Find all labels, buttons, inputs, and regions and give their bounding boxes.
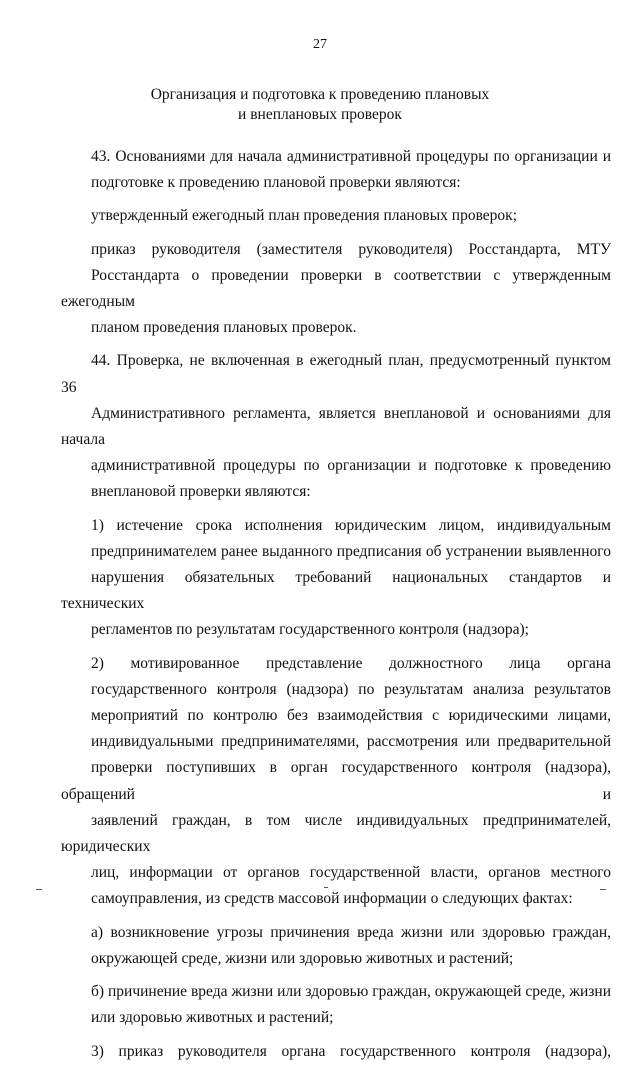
paragraph	[61, 651, 611, 913]
scan-artifact	[36, 889, 42, 890]
paragraph-line: государственного контроля (надзора) по результатам анализа результатов	[91, 680, 611, 698]
paragraph-line: предпринимателем ранее выданного предписания об устранении выявленного	[91, 542, 611, 560]
section-title	[60, 85, 580, 125]
paragraph-line: 3) приказ руководителя органа государственного контроля (надзора),	[91, 1042, 611, 1060]
scan-artifact	[600, 889, 606, 890]
paragraph-line: внеплановой проверки являются:	[91, 483, 311, 501]
paragraph-line: а) возникновение угрозы причинения вреда жизни или здоровью граждан,	[91, 923, 611, 941]
paragraph-line: проверки поступивших в орган государственного контроля (надзора), обращений и	[61, 759, 611, 803]
paragraph	[61, 979, 611, 1031]
section-title-line-2: и внеплановых проверок	[238, 106, 402, 123]
paragraph-line: приказ руководителя (заместителя руководителя) Росстандарта, МТУ	[91, 240, 611, 258]
paragraph-line: подготовке к проведению плановой проверки являются:	[91, 174, 461, 192]
paragraph-line: или здоровью животных и растений;	[91, 1009, 334, 1027]
paragraph-line: 44. Проверка, не включенная в ежегодный план, предусмотренный пунктом 36	[61, 352, 611, 396]
paragraph-gap	[61, 230, 611, 237]
paragraph-line: индивидуальными предпринимателями, рассмотрения или предварительной	[91, 733, 611, 751]
paragraph-line: мероприятий по контролю без взаимодействия с юридическими лицами,	[91, 707, 611, 725]
section-title-line-1: Организация и подготовка к проведению плановых	[150, 86, 490, 103]
paragraph	[61, 144, 611, 196]
paragraph-line: утвержденный ежегодный план проведения плановых проверок;	[91, 207, 518, 225]
paragraph-line: лиц, информации от органов государственной власти, органов местного	[91, 864, 611, 882]
paragraph-gap	[61, 341, 611, 348]
paragraph-line: регламентов по результатам государственного контроля (надзора);	[91, 621, 529, 639]
paragraph-line: окружающей среде, жизни или здоровью животных и растений;	[91, 949, 514, 967]
paragraph-line: самоуправления, из средств массовой информации о следующих фактах:	[91, 890, 573, 908]
paragraph-gap	[61, 196, 611, 203]
paragraph-line: 43. Основаниями для начала административной процедуры по организации и	[91, 148, 611, 165]
paragraph-line: планом проведения плановых проверок.	[91, 319, 357, 337]
paragraph-line: Росстандарта о проведении проверки в соответствии с утвержденным ежегодным	[61, 266, 611, 311]
paragraph	[61, 1039, 611, 1065]
paragraph-line: административной процедуры по организации и подготовке к проведению	[91, 457, 611, 475]
paragraph-gap	[61, 913, 611, 920]
paragraph-line: 2) мотивированное представление должностного лица органа	[91, 654, 611, 672]
paragraph-line: нарушения обязательных требований национальных стандартов и технических	[61, 569, 611, 613]
paragraph	[61, 920, 611, 972]
page-number: 27	[313, 37, 327, 52]
paragraph-gap	[61, 644, 611, 651]
paragraph	[61, 513, 611, 644]
scan-artifact	[324, 887, 328, 888]
paragraph-line: заявлений граждан, в том числе индивидуальных предпринимателей, юридических	[61, 811, 611, 856]
paragraph-gap	[61, 1032, 611, 1039]
paragraph	[61, 348, 611, 505]
paragraph	[61, 203, 611, 229]
paragraph-line: б) причинение вреда жизни или здоровью граждан, окружающей среде, жизни	[91, 983, 611, 1001]
body-text	[61, 144, 611, 1065]
paragraph-gap	[61, 506, 611, 513]
paragraph	[61, 237, 611, 342]
paragraph-line: Административного регламента, является внеплановой и основаниями для начала	[61, 404, 611, 449]
paragraph-gap	[61, 972, 611, 979]
paragraph-line: 1) истечение срока исполнения юридическим лицом, индивидуальным	[91, 516, 611, 534]
